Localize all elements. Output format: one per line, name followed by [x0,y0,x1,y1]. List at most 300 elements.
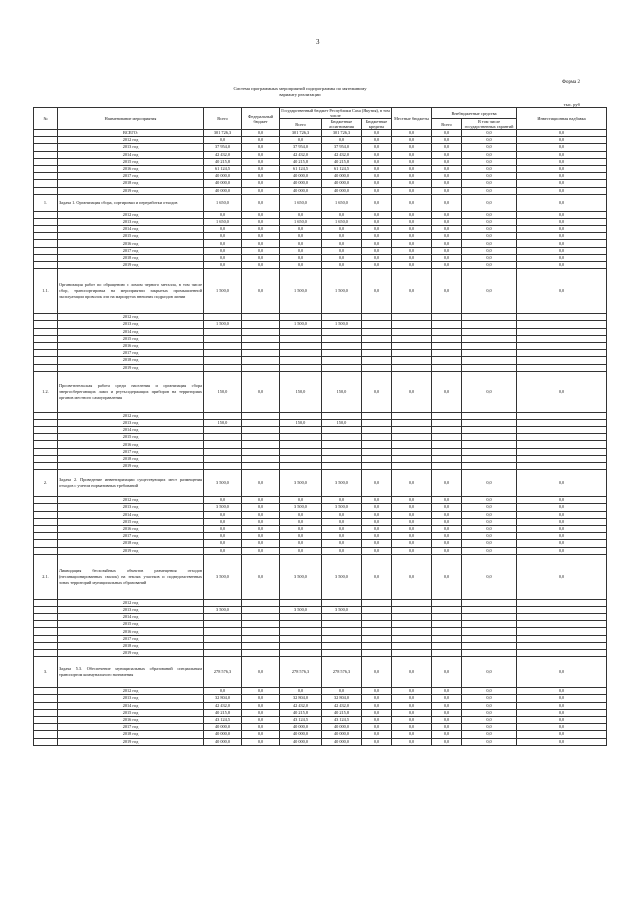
row-value: 0,0 [242,254,280,261]
row-number [34,165,58,172]
row-value [280,448,322,455]
row-value [322,635,362,642]
row-number [34,504,58,511]
row-value [280,342,322,349]
table-row [34,233,607,240]
table-row [34,180,607,187]
row-value: 0,0 [432,194,462,211]
row-value: 0,0 [462,540,517,547]
row-value [280,328,322,335]
row-value [517,463,607,470]
row-value: 0,0 [280,547,322,554]
row-value [432,427,462,434]
row-number [34,463,58,470]
row-value: 0,0 [280,262,322,269]
row-value [392,650,432,657]
table-row [34,463,607,470]
row-value: 0,0 [392,716,432,723]
row-name: 2014 год [58,151,204,158]
row-value: 40 000,0 [204,738,242,745]
row-value: 0,0 [432,738,462,745]
row-value [242,599,280,606]
row-value: 0,0 [242,194,280,211]
row-value: 0,0 [204,540,242,547]
row-value [392,441,432,448]
row-value: 40 000,0 [204,187,242,194]
row-name: 2017 год [58,350,204,357]
row-value [242,642,280,649]
table-row [34,504,607,511]
row-value [322,650,362,657]
table-row [34,547,607,554]
row-value: 0,0 [432,254,462,261]
row-value [322,455,362,462]
row-name: ВСЕГО: [58,130,204,137]
row-name: 2017 год [58,724,204,731]
row-value [242,628,280,635]
row-value: 0,0 [242,497,280,504]
row-value: 37 954,0 [280,144,322,151]
row-value: 0,0 [362,211,392,218]
row-value [392,463,432,470]
row-number [34,540,58,547]
row-number [34,427,58,434]
row-value: 0,0 [517,695,607,702]
row-value: 0,0 [362,240,392,247]
row-value: 0,0 [204,233,242,240]
table-row [34,151,607,158]
row-value [242,364,280,371]
row-value: 0,0 [242,702,280,709]
row-value [362,314,392,321]
row-value: 0,0 [392,240,432,247]
header-num: № [34,108,58,130]
row-value [392,614,432,621]
table-row [34,525,607,532]
table-row [34,137,607,144]
row-value [362,599,392,606]
row-value: 0,0 [517,262,607,269]
row-number [34,158,58,165]
row-value: 0,0 [462,511,517,518]
row-value: 3 500,0 [322,504,362,511]
row-value [362,448,392,455]
row-value: 0,0 [432,554,462,599]
row-value [462,635,517,642]
row-value: 40 000,0 [280,731,322,738]
row-value: 0,0 [392,525,432,532]
row-value: 43 124,5 [204,716,242,723]
table-row [34,599,607,606]
row-value [322,364,362,371]
row-value: 0,0 [517,254,607,261]
row-value [204,448,242,455]
row-value [322,412,362,419]
row-name: 2015 год [58,709,204,716]
row-value: 1 650,0 [322,194,362,211]
row-value [204,621,242,628]
row-value: 0,0 [204,533,242,540]
table-row [34,614,607,621]
row-value: 0,0 [432,533,462,540]
row-number [34,226,58,233]
row-name: Организация работ по обращению с ломом черного металла, в том числе сбор, транспортировка на мероприятии закрытых промышленной эксплуатации проволок лэп на маршрутах внешних подраздов линии [58,269,204,314]
row-value: 0,0 [362,540,392,547]
row-value: 0,0 [280,233,322,240]
row-value [280,621,322,628]
row-value: 0,0 [432,497,462,504]
row-value: 40 000,0 [280,173,322,180]
row-value [362,455,392,462]
row-value: 0,0 [280,226,322,233]
row-value: 0,0 [432,158,462,165]
row-value: 301 726,3 [322,130,362,137]
row-value [462,357,517,364]
row-value [517,455,607,462]
row-name: Задача 5.3. Обеспечение муниципальных образований специальным транспортом коммунального назначения [58,657,204,688]
row-name: 2019 год [58,187,204,194]
row-value: 0,0 [432,226,462,233]
row-value: 0,0 [392,702,432,709]
row-number [34,314,58,321]
row-value [432,635,462,642]
row-number [34,233,58,240]
row-value: 40 000,0 [280,180,322,187]
row-name: 2013 год [58,606,204,613]
row-name: 2013 год [58,321,204,328]
row-value: 0,0 [242,187,280,194]
header-investor: Инвестиционная надбавка [517,108,607,130]
table-row [34,621,607,628]
row-value [432,434,462,441]
row-value [280,650,322,657]
row-value: 0,0 [362,254,392,261]
row-number [34,455,58,462]
row-value: 0,0 [322,226,362,233]
row-value: 0,0 [322,211,362,218]
row-value: 0,0 [392,144,432,151]
row-value: 32 804,0 [322,695,362,702]
row-number: 2. [34,470,58,497]
table-row [34,144,607,151]
row-value [517,614,607,621]
row-value: 0,0 [517,226,607,233]
table-row [34,635,607,642]
row-name: 2013 год [58,144,204,151]
row-value [432,650,462,657]
row-name: 2014 год [58,614,204,621]
row-value [517,335,607,342]
row-name: 2017 год [58,247,204,254]
row-number [34,328,58,335]
row-value [280,412,322,419]
row-value [392,642,432,649]
row-value [242,335,280,342]
row-value: 0,0 [280,533,322,540]
row-value: 0,0 [462,504,517,511]
row-name: 2017 год [58,173,204,180]
row-value: 0,0 [280,525,322,532]
row-value [392,412,432,419]
row-value: 3 500,0 [204,504,242,511]
row-value: 0,0 [392,233,432,240]
row-value: 0,0 [432,173,462,180]
program-activities-table [33,107,607,746]
table-row [34,518,607,525]
row-name: 2017 год [58,533,204,540]
row-name: 2019 год [58,262,204,269]
row-name: 2015 год [58,233,204,240]
table-row [34,702,607,709]
row-value: 0,0 [462,688,517,695]
row-value [280,335,322,342]
row-value [517,427,607,434]
row-value [280,364,322,371]
row-value: 0,0 [432,218,462,225]
row-value: 0,0 [392,151,432,158]
table-row [34,695,607,702]
row-number [34,218,58,225]
row-value: 0,0 [204,497,242,504]
row-value [242,635,280,642]
row-value [432,463,462,470]
row-value: 0,0 [462,695,517,702]
row-value: 0,0 [362,144,392,151]
row-value [362,419,392,426]
row-value: 0,0 [432,165,462,172]
row-value: 0,0 [432,211,462,218]
row-value [242,321,280,328]
form-label: Форма 2 [562,80,580,85]
row-value: 40 000,0 [322,180,362,187]
row-value: 0,0 [517,540,607,547]
row-value [242,357,280,364]
row-value: 40 000,0 [204,173,242,180]
row-value: 0,0 [517,657,607,688]
row-value: 1 650,0 [280,194,322,211]
row-value: 0,0 [392,187,432,194]
row-value [517,412,607,419]
row-value: 40 215,8 [204,158,242,165]
row-value [517,448,607,455]
row-value: 42 432,0 [280,151,322,158]
row-value [322,342,362,349]
row-value: 0,0 [362,247,392,254]
row-name: 2018 год [58,642,204,649]
row-name: 2016 год [58,525,204,532]
row-value: 0,0 [432,187,462,194]
row-value: 0,0 [362,218,392,225]
row-value: 0,0 [362,173,392,180]
row-value: 0,0 [462,262,517,269]
table-row [34,412,607,419]
row-value [517,441,607,448]
row-value: 0,0 [392,262,432,269]
row-value: 0,0 [242,504,280,511]
row-name: 2012 год [58,599,204,606]
row-value [280,441,322,448]
row-value: 0,0 [517,151,607,158]
table-row [34,497,607,504]
row-value: 0,0 [517,497,607,504]
row-number [34,187,58,194]
row-value: 0,0 [242,716,280,723]
row-value: 0,0 [392,540,432,547]
table-row [34,628,607,635]
table-row [34,650,607,657]
row-value: 0,0 [204,226,242,233]
row-value: 0,0 [517,709,607,716]
row-value: 0,0 [517,211,607,218]
row-value: 0,0 [362,371,392,412]
row-value: 0,0 [517,504,607,511]
row-name: 2015 год [58,335,204,342]
row-value [517,314,607,321]
header-total: Всего [204,108,242,130]
row-value: 0,0 [432,130,462,137]
row-number: 1. [34,194,58,211]
row-value: 0,0 [462,533,517,540]
row-value: 0,0 [242,130,280,137]
row-value: 0,0 [322,233,362,240]
row-value: 0,0 [392,688,432,695]
row-value: 0,0 [242,525,280,532]
row-name: 2014 год [58,427,204,434]
row-value: 3 500,0 [322,554,362,599]
row-number: 2.1. [34,554,58,599]
row-number: 1.2. [34,371,58,412]
row-value: 0,0 [462,525,517,532]
row-value: 0,0 [242,240,280,247]
row-value: 0,0 [517,233,607,240]
row-value: 40 000,0 [204,731,242,738]
header-local: Местные бюджеты [392,108,432,130]
row-value: 0,0 [462,247,517,254]
row-value: 1 650,0 [322,218,362,225]
row-value: 0,0 [392,657,432,688]
row-value: 0,0 [362,137,392,144]
row-value: 0,0 [462,254,517,261]
table-row [34,427,607,434]
header-state-credit: Бюджетные кредиты [362,119,392,130]
row-value: 0,0 [517,247,607,254]
table-row [34,441,607,448]
row-number [34,357,58,364]
row-value [280,427,322,434]
row-value: 0,0 [322,525,362,532]
row-value: 0,0 [392,194,432,211]
row-value: 0,0 [517,137,607,144]
row-name: 2014 год [58,702,204,709]
row-value: 0,0 [462,226,517,233]
row-value [392,635,432,642]
row-value: 0,0 [362,504,392,511]
row-value: 0,0 [362,738,392,745]
row-name: 2018 год [58,731,204,738]
row-value: 0,0 [242,165,280,172]
row-value [517,364,607,371]
row-value [392,328,432,335]
row-value: 0,0 [204,240,242,247]
row-number [34,173,58,180]
row-value: 0,0 [362,194,392,211]
row-value: 0,0 [517,554,607,599]
row-value: 0,0 [462,657,517,688]
units-label: тыс. руб [563,102,580,107]
table-row [34,716,607,723]
row-value [462,419,517,426]
row-value: 0,0 [392,533,432,540]
row-value: 0,0 [517,702,607,709]
table-row [34,247,607,254]
row-number [34,497,58,504]
row-value: 0,0 [362,724,392,731]
row-value: 0,0 [242,144,280,151]
row-name: Ликвидация бесхозяйных объектов размещения отходов (несанкционированных свалок) на землях участков и подведомственных зонах территорий муниципальных образований [58,554,204,599]
row-value: 0,0 [204,525,242,532]
table-row [34,269,607,314]
row-value [362,635,392,642]
row-value [362,606,392,613]
row-name: 2017 год [58,448,204,455]
row-value: 0,0 [392,180,432,187]
row-value: 0,0 [392,211,432,218]
row-value: 42 432,0 [204,151,242,158]
table-row [34,455,607,462]
row-number [34,321,58,328]
row-value: 40 000,0 [204,724,242,731]
row-value: 1 500,0 [280,269,322,314]
row-value: 3 500,0 [322,606,362,613]
row-value: 0,0 [517,218,607,225]
row-value: 0,0 [462,240,517,247]
row-value: 0,0 [392,547,432,554]
row-value: 0,0 [362,511,392,518]
row-number [34,342,58,349]
table-row [34,254,607,261]
header-off-guar: В том числе государственных гарантий [462,119,517,130]
row-value: 0,0 [392,709,432,716]
row-number [34,180,58,187]
row-value: 0,0 [517,187,607,194]
row-value [462,441,517,448]
row-number [34,247,58,254]
row-number [34,724,58,731]
row-value: 0,0 [362,187,392,194]
row-value [322,357,362,364]
row-value [362,335,392,342]
row-value: 0,0 [280,240,322,247]
row-name: 2019 год [58,364,204,371]
row-value [362,357,392,364]
row-value: 0,0 [517,518,607,525]
row-value [280,357,322,364]
row-value: 40 215,8 [280,158,322,165]
row-value: 40 215,8 [322,709,362,716]
row-name: Задача 1. Организация сбора, сортировки и переработки отходов [58,194,204,211]
row-value [392,364,432,371]
row-value [517,357,607,364]
row-value: 0,0 [242,158,280,165]
row-value: 0,0 [432,716,462,723]
row-value: 0,0 [392,226,432,233]
row-value: 0,0 [392,554,432,599]
row-value: 0,0 [462,554,517,599]
row-value [204,635,242,642]
row-value: 0,0 [462,130,517,137]
row-value: 0,0 [462,211,517,218]
row-value: 0,0 [462,165,517,172]
